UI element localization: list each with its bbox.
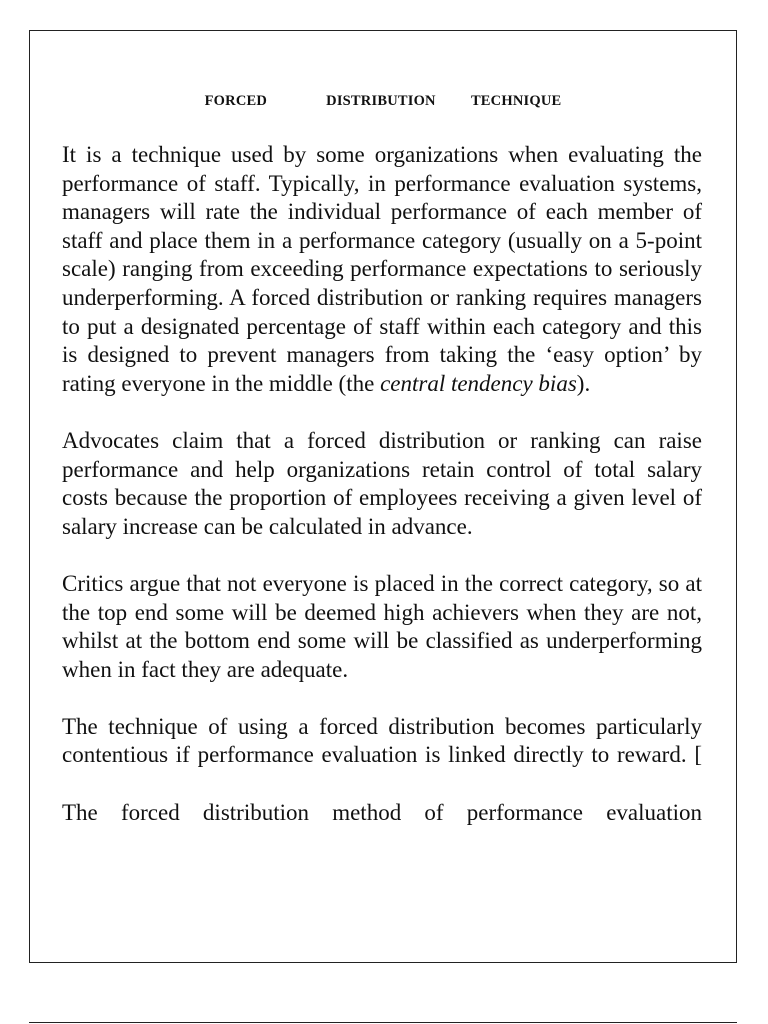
document-title: FORCED DISTRIBUTION TECHNIQUE bbox=[204, 93, 562, 109]
paragraph-definition-end: ). bbox=[576, 370, 591, 396]
document-page bbox=[29, 30, 737, 963]
paragraph-critics: Critics argue that not everyone is placed in the correct category, so at the top end some will be deemed high achievers when they are not, whilst at the bottom end some will be classified as underperforming when in fact they are adequate. bbox=[62, 570, 702, 682]
paragraph-contentious: The technique of using a forced distribution becomes particularly contentious if performance evaluation is linked directly to reward. [ bbox=[62, 713, 702, 768]
next-page-edge bbox=[29, 1022, 737, 1023]
document-body bbox=[62, 141, 702, 856]
emphasis-central-tendency-bias: central tendency bias bbox=[380, 370, 577, 396]
paragraph-definition bbox=[62, 141, 702, 398]
paragraph-definition-text: It is a technique used by some organizations when evaluating the performance of staff. Typically, in performance evaluation systems, managers will rate the individual performance of each member of staff and place them in a performance category (usually on a 5-point scale) ranging from exceeding performance expectations to seriously underperforming. A forced distribution or ranking requires managers to put a designated percentage of staff within each category and this is designed to prevent managers from taking the ‘easy option’ by rating everyone in the middle (the bbox=[62, 142, 702, 396]
paragraph-method: The forced distribution method of performance evaluation bbox=[62, 799, 702, 825]
paragraph-advocates: Advocates claim that a forced distribution or ranking can raise performance and help organizations retain control of total salary costs because the proportion of employees receiving a given level of salary increase can be calculated in advance. bbox=[62, 427, 702, 539]
